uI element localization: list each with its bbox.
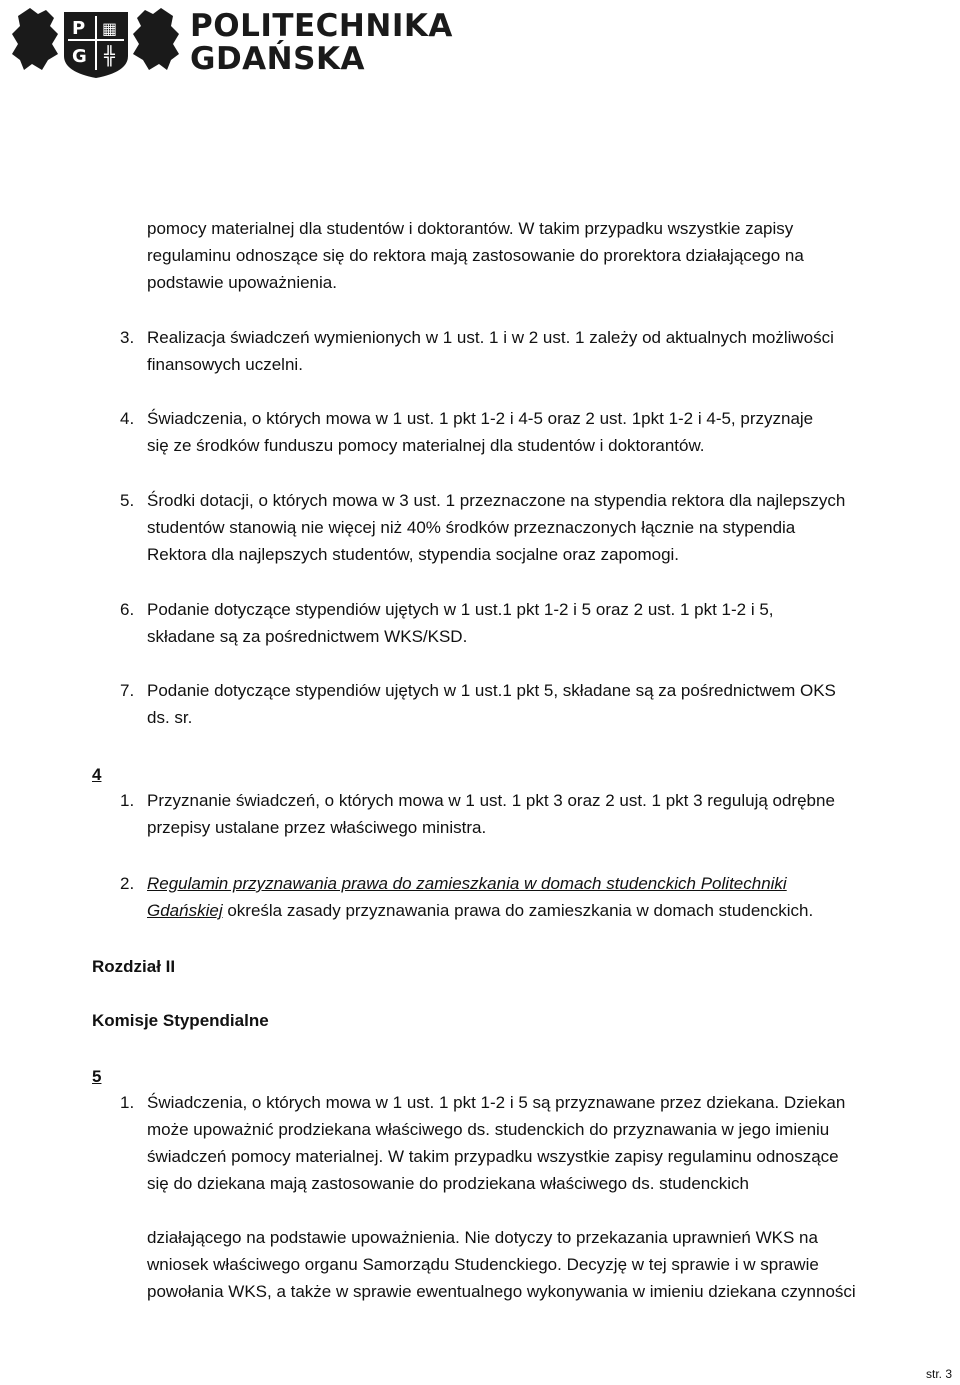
logo-line2: GDAŃSKA bbox=[190, 41, 365, 77]
item-number: 4. bbox=[120, 409, 135, 428]
s4-item-2-rest: określa zasady przyznawania prawa do zamieszkania w domach studenckich. bbox=[222, 901, 814, 920]
svg-text:P: P bbox=[72, 18, 86, 39]
item-5-line-1: Środki dotacji, o których mowa w 3 ust. 1 przeznaczone na stypendia rektora dla najlepszych bbox=[147, 491, 846, 510]
item-5-line-3: Rektora dla najlepszych studentów, stypendia socjalne oraz zapomogi. bbox=[147, 545, 680, 564]
s4-item-2-line-1 bbox=[147, 871, 787, 898]
item-4-line-1: Świadczenia, o których mowa w 1 ust. 1 pkt 1-2 i 4-5 oraz 2 ust. 1pkt 1-2 i 4-5, przyznaje bbox=[147, 409, 814, 428]
item-number: 6. bbox=[120, 600, 135, 619]
item-number: 5. bbox=[120, 491, 135, 510]
section-5-label: 5 bbox=[92, 1067, 102, 1086]
s5-item-1-line-2: może upoważnić prodziekana właściwego ds. studenckich do przyznawania w jego imieniu bbox=[147, 1120, 830, 1139]
s5-item-1-line-3: świadczeń pomocy materialnej. W takim przypadku wszystkie zapisy regulaminu odnoszące bbox=[147, 1147, 839, 1166]
item-number: 3. bbox=[120, 328, 135, 347]
university-logo bbox=[8, 4, 453, 80]
regulation-title: Regulamin przyznawania prawa do zamieszkania w domach studenckich Politechniki bbox=[147, 874, 787, 893]
item-number: 1. bbox=[120, 791, 135, 810]
s4-item-2-line-2 bbox=[147, 898, 813, 925]
intro-line-2: regulaminu odnoszące się do rektora mają zastosowanie do prorektora działającego na bbox=[147, 246, 804, 265]
item-number: 2. bbox=[120, 874, 135, 893]
item-number: 1. bbox=[120, 1093, 135, 1112]
logo-line1: POLITECHNIKA bbox=[190, 8, 453, 44]
item-7-line-2: ds. sr. bbox=[147, 708, 193, 727]
chapter-label: Rozdział II bbox=[92, 957, 176, 976]
svg-text:G: G bbox=[72, 46, 87, 67]
griffin-emblem-icon bbox=[8, 4, 183, 80]
item-3-line-1: Realizacja świadczeń wymienionych w 1 ust. 1 i w 2 ust. 1 zależy od aktualnych możliwości bbox=[147, 328, 834, 347]
svg-text:╬: ╬ bbox=[104, 46, 115, 67]
item-3-line-2: finansowych uczelni. bbox=[147, 355, 303, 374]
s5-item-1-line-4: się do dziekana mają zastosowanie do prodziekana właściwego ds. studenckich bbox=[147, 1174, 749, 1193]
section-4-label: 4 bbox=[92, 765, 102, 784]
svg-text:▦: ▦ bbox=[102, 19, 118, 38]
item-4-line-2: się ze środków funduszu pomocy materialnej dla studentów i doktorantów. bbox=[147, 436, 705, 455]
s5-cont-line-2: wniosek właściwego organu Samorządu Studenckiego. Decyzję w tej sprawie i w sprawie bbox=[147, 1255, 819, 1274]
chapter-title: Komisje Stypendialne bbox=[92, 1011, 269, 1030]
intro-line-3: podstawie upoważnienia. bbox=[147, 273, 337, 292]
item-7-line-1: Podanie dotyczące stypendiów ujętych w 1 ust.1 pkt 5, składane są za pośrednictwem OKS bbox=[147, 681, 836, 700]
item-5-line-2: studentów stanowią nie więcej niż 40% środków przeznaczonych łącznie na stypendia bbox=[147, 518, 796, 537]
regulation-title-cont: Gdańskiej bbox=[147, 901, 223, 920]
s4-item-1-line-2: przepisy ustalane przez właściwego ministra. bbox=[147, 818, 487, 837]
page-number: str. 3 bbox=[925, 1367, 952, 1381]
s5-cont-line-1: działającego na podstawie upoważnienia. Nie dotyczy to przekazania uprawnień WKS na bbox=[147, 1228, 818, 1247]
s4-item-1-line-1: Przyznanie świadczeń, o których mowa w 1 ust. 1 pkt 3 oraz 2 ust. 1 pkt 3 regulują odrębne bbox=[147, 791, 835, 810]
intro-line-1: pomocy materialnej dla studentów i doktorantów. W takim przypadku wszystkie zapisy bbox=[147, 219, 794, 238]
s5-cont-line-3: powołania WKS, a także w sprawie ewentualnego wykonywania w imieniu dziekana czynności bbox=[147, 1282, 856, 1301]
s5-item-1-line-1: Świadczenia, o których mowa w 1 ust. 1 pkt 1-2 i 5 są przyznawane przez dziekana. Dziekan bbox=[147, 1093, 846, 1112]
item-number: 7. bbox=[120, 681, 135, 700]
item-6-line-1: Podanie dotyczące stypendiów ujętych w 1 ust.1 pkt 1-2 i 5 oraz 2 ust. 1 pkt 1-2 i 5, bbox=[147, 600, 774, 619]
item-6-line-2: składane są za pośrednictwem WKS/KSD. bbox=[147, 627, 468, 646]
logo-wordmark bbox=[190, 10, 453, 76]
